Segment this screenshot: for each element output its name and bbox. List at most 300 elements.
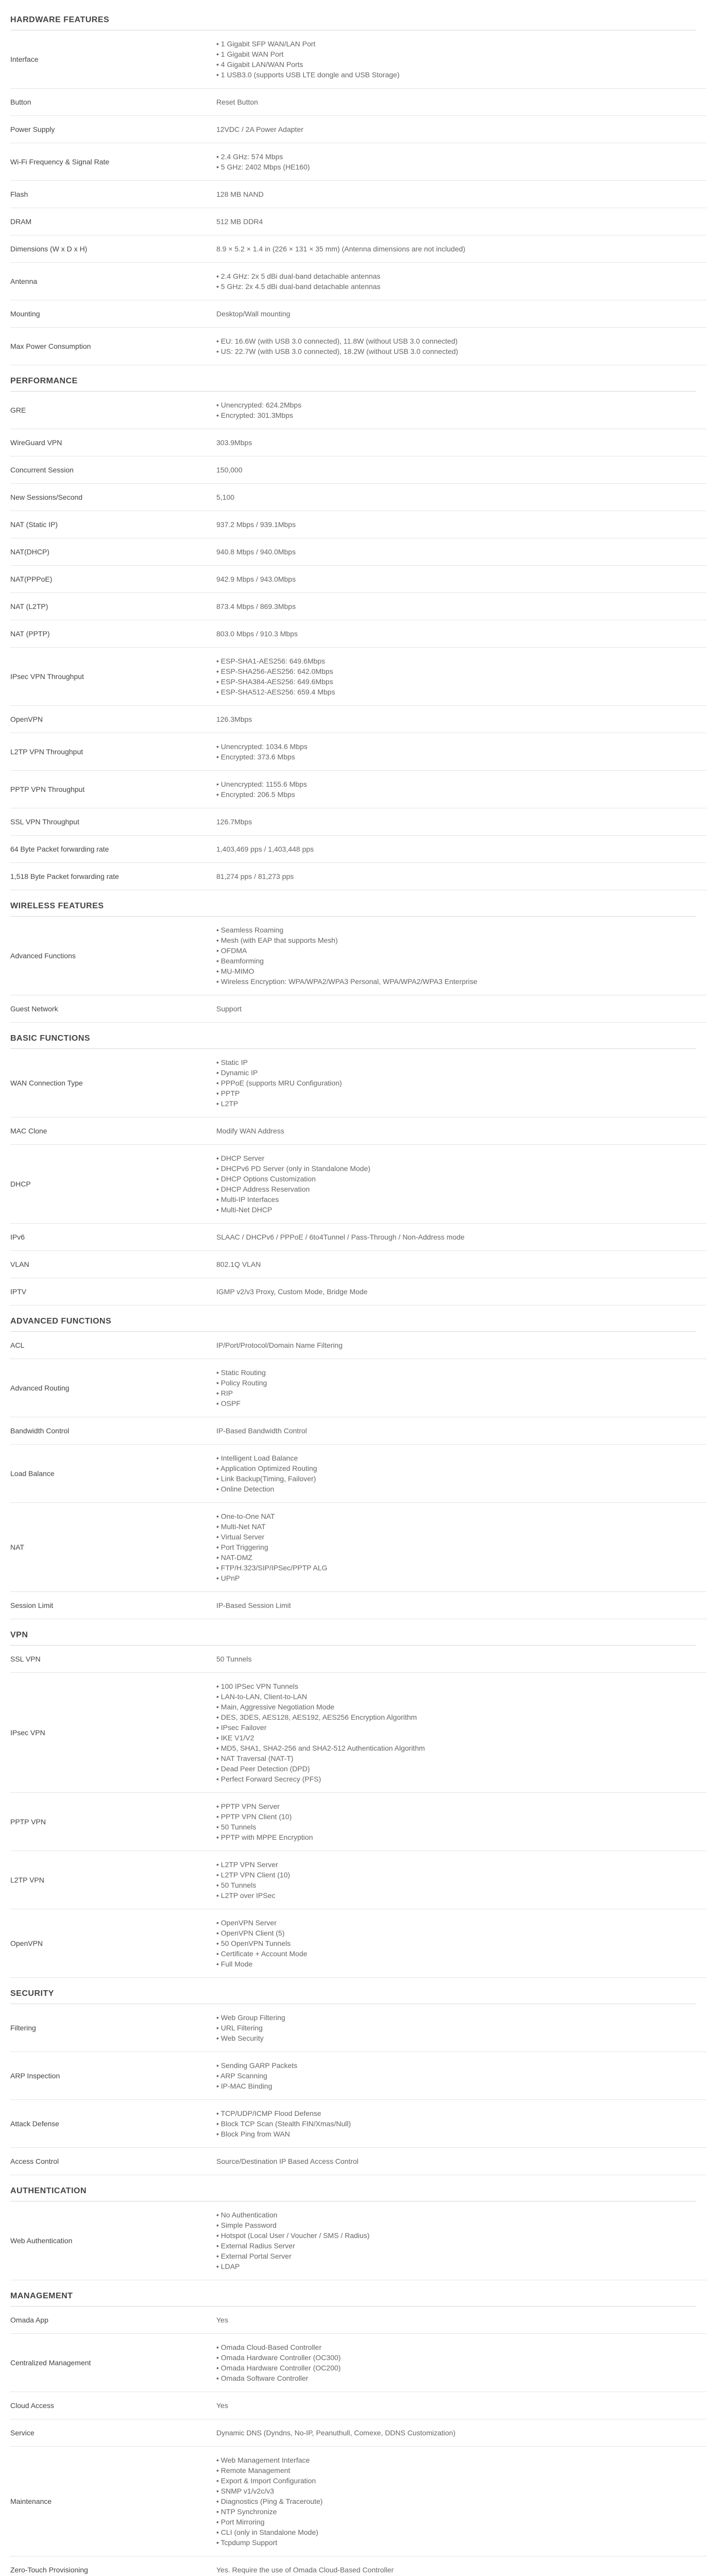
spec-value-line: • PPTP (216, 1089, 240, 1097)
spec-value-line: 126.7Mbps (216, 818, 252, 826)
spec-label: Attack Defense (10, 2100, 216, 2148)
spec-value-line: • Static IP (216, 1058, 248, 1066)
spec-value-line: 303.9Mbps (216, 438, 252, 447)
spec-value (216, 836, 707, 863)
spec-row (10, 328, 707, 365)
spec-label: Mounting (10, 300, 216, 328)
spec-label: Access Control (10, 2148, 216, 2175)
spec-value-line: • Dynamic IP (216, 1069, 258, 1077)
spec-row (10, 1592, 707, 1619)
spec-value-line: • 50 Tunnels (216, 1881, 257, 1889)
spec-value-line: • 50 Tunnels (216, 1823, 257, 1831)
spec-value-line: • ESP-SHA384-AES256: 649.6Mbps (216, 677, 333, 686)
spec-value-line: Modify WAN Address (216, 1127, 284, 1135)
spec-value-line: • LAN-to-LAN, Client-to-LAN (216, 1692, 308, 1701)
spec-label: DHCP (10, 1145, 216, 1224)
spec-value-line: • PPTP VPN Client (10) (216, 1812, 292, 1821)
spec-row (10, 1851, 707, 1909)
spec-value (216, 1224, 707, 1251)
spec-label: L2TP VPN (10, 1851, 216, 1909)
spec-value-line: • ESP-SHA512-AES256: 659.4 Mbps (216, 688, 335, 696)
spec-value (216, 263, 707, 300)
spec-label: NAT(DHCP) (10, 538, 216, 566)
spec-value (216, 1278, 707, 1306)
spec-value-line: • UPnP (216, 1574, 240, 1582)
spec-value-line: • Mesh (with EAP that supports Mesh) (216, 936, 338, 944)
spec-row (10, 863, 707, 890)
spec-value-line: • Tcpdump Support (216, 2538, 278, 2547)
spec-label: IPTV (10, 1278, 216, 1306)
spec-label: IPsec VPN Throughput (10, 648, 216, 706)
spec-value-line: • Intelligent Load Balance (216, 1454, 298, 1462)
spec-value-line: • LDAP (216, 2262, 240, 2270)
spec-value-line: • Block TCP Scan (Stealth FIN/Xmas/Null) (216, 2120, 351, 2128)
spec-row (10, 808, 707, 836)
spec-value (216, 648, 707, 706)
spec-row (10, 1793, 707, 1851)
spec-label: Cloud Access (10, 2392, 216, 2419)
spec-value-line: • Encrypted: 373.6 Mbps (216, 753, 295, 761)
spec-value-line: • DHCP Address Reservation (216, 1185, 310, 1193)
spec-label: SSL VPN Throughput (10, 808, 216, 836)
spec-label: Web Authentication (10, 2201, 216, 2280)
spec-label: NAT (10, 1503, 216, 1592)
spec-value-line: • RIP (216, 1389, 233, 1397)
spec-row (10, 620, 707, 648)
spec-value-line: • Seamless Roaming (216, 926, 284, 934)
spec-row (10, 89, 707, 116)
spec-value (216, 566, 707, 593)
spec-value-line: 512 MB DDR4 (216, 217, 263, 226)
spec-value-line: • Export & Import Configuration (216, 2477, 316, 2485)
spec-label: 64 Byte Packet forwarding rate (10, 836, 216, 863)
spec-value-line: • 2.4 GHz: 574 Mbps (216, 152, 283, 161)
spec-value-line: 937.2 Mbps / 939.1Mbps (216, 520, 296, 529)
spec-value (216, 2201, 707, 2280)
spec-value (216, 593, 707, 620)
spec-value (216, 1503, 707, 1592)
spec-value (216, 706, 707, 733)
spec-value-line: • CLI (only in Standalone Mode) (216, 2528, 318, 2536)
spec-value-line: • MD5, SHA1, SHA2-256 and SHA2-512 Authentication Algorithm (216, 1744, 425, 1752)
spec-row (10, 2447, 707, 2556)
spec-value-line: Yes. Require the use of Omada Cloud-Based Controller (216, 2566, 394, 2574)
spec-value-line: • Perfect Forward Secrecy (PFS) (216, 1775, 321, 1783)
spec-value-line: Dynamic DNS (Dyndns, No-IP, Peanuthull, Comexe, DDNS Customization) (216, 2429, 456, 2437)
spec-value-line: IP-Based Bandwidth Control (216, 1427, 307, 1435)
spec-label: Flash (10, 181, 216, 208)
spec-value-line: • Policy Routing (216, 1379, 267, 1387)
spec-value-line: • SNMP v1/v2c/v3 (216, 2487, 275, 2495)
spec-label: 1,518 Byte Packet forwarding rate (10, 863, 216, 890)
spec-value (216, 620, 707, 648)
spec-row (10, 208, 707, 235)
spec-table (10, 392, 707, 890)
spec-value-line: • NTP Synchronize (216, 2507, 277, 2516)
spec-value-line: • Remote Management (216, 2466, 291, 2475)
spec-value (216, 2148, 707, 2175)
spec-label: Dimensions (W x D x H) (10, 235, 216, 263)
spec-value-line: • IKE V1/V2 (216, 1734, 254, 1742)
spec-label: OpenVPN (10, 706, 216, 733)
spec-row (10, 2004, 707, 2052)
spec-value (216, 392, 707, 429)
spec-value-line: • ESP-SHA1-AES256: 649.6Mbps (216, 657, 326, 665)
spec-label: OpenVPN (10, 1909, 216, 1978)
spec-value (216, 235, 707, 263)
spec-value-line: Yes (216, 2316, 228, 2324)
spec-value-line: Reset Button (216, 98, 258, 106)
spec-value-line: • 1 USB3.0 (supports USB LTE dongle and USB Storage) (216, 71, 400, 79)
section-title: MANAGEMENT (10, 2280, 696, 2307)
spec-table (10, 917, 707, 1023)
spec-value-line: 150,000 (216, 466, 243, 474)
spec-label: Button (10, 89, 216, 116)
spec-value-line: • Link Backup(Timing, Failover) (216, 1475, 316, 1483)
spec-value (216, 1909, 707, 1978)
spec-row (10, 1049, 707, 1117)
spec-value-line: 940.8 Mbps / 940.0Mbps (216, 548, 296, 556)
spec-value (216, 429, 707, 456)
spec-value-line: • DHCPv6 PD Server (only in Standalone Mode) (216, 1164, 371, 1173)
spec-label: PPTP VPN Throughput (10, 771, 216, 808)
spec-value-line: • Omada Software Controller (216, 2374, 309, 2382)
spec-row (10, 484, 707, 511)
spec-label: NAT (Static IP) (10, 511, 216, 538)
spec-label: Filtering (10, 2004, 216, 2052)
spec-table (10, 1646, 707, 1978)
spec-row (10, 538, 707, 566)
spec-label: Max Power Consumption (10, 328, 216, 365)
spec-value-line: 1,403,469 pps / 1,403,448 pps (216, 845, 314, 853)
spec-row (10, 2052, 707, 2100)
spec-label: PPTP VPN (10, 1793, 216, 1851)
spec-value-line: 126.3Mbps (216, 715, 252, 723)
spec-row (10, 30, 707, 89)
section-title: HARDWARE FEATURES (10, 4, 696, 30)
spec-row (10, 1251, 707, 1278)
spec-row (10, 2556, 707, 2576)
spec-value-line: • Static Routing (216, 1368, 266, 1377)
spec-label: Omada App (10, 2307, 216, 2334)
spec-value (216, 1592, 707, 1619)
spec-label: Maintenance (10, 2447, 216, 2556)
spec-value-line: • One-to-One NAT (216, 1512, 275, 1520)
spec-value-line: • Web Group Filtering (216, 2013, 285, 2022)
spec-value (216, 1851, 707, 1909)
spec-label: IPsec VPN (10, 1673, 216, 1793)
spec-row (10, 2100, 707, 2148)
spec-value-line: • 4 Gigabit LAN/WAN Ports (216, 60, 303, 69)
spec-label: NAT (PPTP) (10, 620, 216, 648)
spec-value-line: • DES, 3DES, AES128, AES192, AES256 Encryption Algorithm (216, 1713, 417, 1721)
spec-row (10, 235, 707, 263)
spec-value (216, 143, 707, 181)
spec-row (10, 836, 707, 863)
spec-value-line: • Wireless Encryption: WPA/WPA2/WPA3 Personal, WPA/WPA2/WPA3 Enterprise (216, 977, 477, 986)
spec-value-line: • Full Mode (216, 1960, 253, 1968)
spec-row (10, 593, 707, 620)
spec-value-line: • L2TP VPN Client (10) (216, 1871, 291, 1879)
spec-value (216, 2100, 707, 2148)
spec-value (216, 863, 707, 890)
spec-row (10, 1145, 707, 1224)
spec-value-line: 81,274 pps / 81,273 pps (216, 872, 294, 880)
spec-table (10, 1049, 707, 1306)
spec-value-line: • IP-MAC Binding (216, 2082, 272, 2090)
spec-value-line: • IPsec Failover (216, 1723, 267, 1732)
spec-value-line: • Sending GARP Packets (216, 2061, 298, 2070)
spec-value-line: Yes (216, 2401, 228, 2410)
spec-table (10, 1332, 707, 1619)
spec-value-line: 128 MB NAND (216, 190, 264, 198)
spec-value (216, 1673, 707, 1793)
spec-label: Zero-Touch Provisioning (10, 2556, 216, 2576)
spec-value (216, 89, 707, 116)
spec-value (216, 917, 707, 995)
spec-value (216, 2419, 707, 2447)
spec-value-line: 802.1Q VLAN (216, 1260, 261, 1268)
spec-value (216, 1117, 707, 1145)
spec-value-line: • FTP/H.323/SIP/IPSec/PPTP ALG (216, 1564, 328, 1572)
spec-value (216, 300, 707, 328)
spec-value-line: • External Radius Server (216, 2242, 295, 2250)
spec-label: Load Balance (10, 1445, 216, 1503)
spec-value (216, 484, 707, 511)
spec-row (10, 1673, 707, 1793)
spec-value (216, 1646, 707, 1673)
spec-row (10, 706, 707, 733)
spec-value-line: 5,100 (216, 493, 235, 501)
spec-value-line: Desktop/Wall mounting (216, 310, 291, 318)
spec-value-line: • Omada Hardware Controller (OC300) (216, 2353, 341, 2362)
spec-value-line: • External Portal Server (216, 2252, 292, 2260)
spec-value-line: • No Authentication (216, 2211, 278, 2219)
spec-row (10, 2392, 707, 2419)
spec-row (10, 2201, 707, 2280)
spec-value-line: • 5 GHz: 2402 Mbps (HE160) (216, 163, 310, 171)
spec-value-line: • Omada Cloud-Based Controller (216, 2343, 322, 2351)
spec-value-line: • Multi-Net NAT (216, 1522, 266, 1531)
spec-value-line: • Multi-IP Interfaces (216, 1195, 279, 1204)
spec-value-line: • Port Mirroring (216, 2518, 265, 2526)
spec-label: WAN Connection Type (10, 1049, 216, 1117)
section-title: VPN (10, 1619, 696, 1646)
spec-value-line: • Unencrypted: 1155.6 Mbps (216, 780, 307, 788)
spec-value-line: • URL Filtering (216, 2024, 263, 2032)
spec-value-line: • OpenVPN Client (5) (216, 1929, 285, 1937)
spec-value-line: • PPTP VPN Server (216, 1802, 280, 1810)
spec-table (10, 30, 707, 365)
section-title: ADVANCED FUNCTIONS (10, 1306, 696, 1332)
spec-label: Centralized Management (10, 2334, 216, 2392)
spec-label: Bandwidth Control (10, 1417, 216, 1445)
spec-value-line: • Dead Peer Detection (DPD) (216, 1765, 310, 1773)
spec-value-line: • Virtual Server (216, 1533, 265, 1541)
spec-value-line: • Web Security (216, 2034, 264, 2042)
spec-value-line: • 2.4 GHz: 2x 5 dBi dual-band detachable antennas (216, 272, 381, 280)
spec-table (10, 2004, 707, 2175)
spec-label: Session Limit (10, 1592, 216, 1619)
spec-value-line: • OpenVPN Server (216, 1919, 277, 1927)
spec-value (216, 1793, 707, 1851)
spec-row (10, 263, 707, 300)
spec-value-line: • Encrypted: 301.3Mbps (216, 411, 293, 419)
spec-value (216, 1251, 707, 1278)
spec-value-line: • Unencrypted: 624.2Mbps (216, 401, 302, 409)
section-title: AUTHENTICATION (10, 2175, 696, 2201)
spec-value-line: • EU: 16.6W (with USB 3.0 connected), 11.8W (without USB 3.0 connected) (216, 337, 458, 345)
spec-table (10, 2307, 707, 2576)
spec-value-line: • Application Optimized Routing (216, 1464, 317, 1472)
spec-row (10, 181, 707, 208)
spec-value (216, 2392, 707, 2419)
spec-value-line: • Encrypted: 206.5 Mbps (216, 790, 295, 799)
spec-row (10, 1117, 707, 1145)
spec-label: Wi-Fi Frequency & Signal Rate (10, 143, 216, 181)
spec-value (216, 30, 707, 89)
spec-value-line: • ARP Scanning (216, 2072, 267, 2080)
spec-row (10, 392, 707, 429)
spec-value (216, 771, 707, 808)
spec-value-line: IGMP v2/v3 Proxy, Custom Mode, Bridge Mode (216, 1287, 368, 1296)
spec-value-line: • NAT Traversal (NAT-T) (216, 1754, 294, 1762)
spec-label: SSL VPN (10, 1646, 216, 1673)
spec-value-line: 803.0 Mbps / 910.3 Mbps (216, 630, 298, 638)
spec-value (216, 1417, 707, 1445)
spec-row (10, 1909, 707, 1978)
spec-row (10, 917, 707, 995)
spec-label: DRAM (10, 208, 216, 235)
spec-value (216, 181, 707, 208)
spec-row (10, 456, 707, 484)
spec-value-line: • OSPF (216, 1399, 241, 1408)
spec-row (10, 2148, 707, 2175)
spec-label: MAC Clone (10, 1117, 216, 1145)
spec-label: NAT(PPPoE) (10, 566, 216, 593)
spec-value (216, 2307, 707, 2334)
spec-label: IPv6 (10, 1224, 216, 1251)
spec-value-line: • Simple Password (216, 2221, 277, 2229)
section-title: PERFORMANCE (10, 365, 696, 392)
spec-label: WireGuard VPN (10, 429, 216, 456)
spec-label: Antenna (10, 263, 216, 300)
spec-value (216, 808, 707, 836)
spec-value-line: • Block Ping from WAN (216, 2130, 290, 2138)
spec-row (10, 1503, 707, 1592)
spec-label: New Sessions/Second (10, 484, 216, 511)
spec-value-line: • Certificate + Account Mode (216, 1950, 308, 1958)
spec-value-line: • ESP-SHA256-AES256: 642.0Mbps (216, 667, 333, 675)
spec-value-line: • PPPoE (supports MRU Configuration) (216, 1079, 342, 1087)
spec-value-line: • 5 GHz: 2x 4.5 dBi dual-band detachable antennas (216, 282, 381, 291)
spec-value (216, 208, 707, 235)
spec-row (10, 566, 707, 593)
spec-row (10, 1359, 707, 1417)
spec-row (10, 1278, 707, 1306)
spec-value-line: • Omada Hardware Controller (OC200) (216, 2364, 341, 2372)
spec-value-line: • L2TP VPN Server (216, 1860, 278, 1869)
spec-row (10, 1646, 707, 1673)
spec-table (10, 2201, 707, 2280)
spec-row (10, 116, 707, 143)
spec-label: L2TP VPN Throughput (10, 733, 216, 771)
section-title: WIRELESS FEATURES (10, 890, 696, 917)
spec-row (10, 143, 707, 181)
spec-row (10, 429, 707, 456)
spec-label: Interface (10, 30, 216, 89)
spec-value-line: • TCP/UDP/ICMP Flood Defense (216, 2109, 321, 2117)
spec-value (216, 2556, 707, 2576)
spec-value-line: 8.9 × 5.2 × 1.4 in (226 × 131 × 35 mm) (Antenna dimensions are not included) (216, 245, 466, 253)
spec-label: Power Supply (10, 116, 216, 143)
spec-value-line: • Diagnostics (Ping & Traceroute) (216, 2497, 323, 2505)
spec-label: Concurrent Session (10, 456, 216, 484)
spec-label: Guest Network (10, 995, 216, 1023)
spec-row (10, 2334, 707, 2392)
section-title: BASIC FUNCTIONS (10, 1023, 696, 1049)
spec-value-line: IP/Port/Protocol/Domain Name Filtering (216, 1341, 343, 1349)
spec-value-line: • 100 IPSec VPN Tunnels (216, 1682, 298, 1690)
spec-value (216, 328, 707, 365)
spec-row (10, 2307, 707, 2334)
spec-value-line: • 1 Gigabit WAN Port (216, 50, 284, 58)
spec-value (216, 1445, 707, 1503)
spec-value-line: • Hotspot (Local User / Voucher / SMS / Radius) (216, 2231, 370, 2240)
spec-value-line: • Web Management Interface (216, 2456, 310, 2464)
spec-row (10, 1332, 707, 1359)
spec-value-line: • L2TP (216, 1099, 238, 1108)
spec-label: NAT (L2TP) (10, 593, 216, 620)
spec-value (216, 995, 707, 1023)
spec-value (216, 1049, 707, 1117)
spec-row (10, 1445, 707, 1503)
spec-row (10, 300, 707, 328)
spec-row (10, 1417, 707, 1445)
spec-value-line: • Beamforming (216, 957, 264, 965)
spec-value-line: • OFDMA (216, 946, 247, 955)
spec-value (216, 538, 707, 566)
spec-value-line: • Online Detection (216, 1485, 275, 1493)
spec-value (216, 116, 707, 143)
spec-row (10, 995, 707, 1023)
spec-value-line: IP-Based Session Limit (216, 1601, 291, 1609)
spec-value-line: 50 Tunnels (216, 1655, 252, 1663)
spec-value-line: • 50 OpenVPN Tunnels (216, 1939, 291, 1947)
spec-value-line: • DHCP Server (216, 1154, 265, 1162)
spec-value-line: • DHCP Options Customization (216, 1175, 316, 1183)
spec-value-line: • MU-MIMO (216, 967, 254, 975)
spec-value (216, 1359, 707, 1417)
spec-value (216, 2447, 707, 2556)
spec-value-line: • PPTP with MPPE Encryption (216, 1833, 313, 1841)
spec-value (216, 511, 707, 538)
spec-row (10, 771, 707, 808)
spec-value-line: • 1 Gigabit SFP WAN/LAN Port (216, 40, 316, 48)
spec-row (10, 1224, 707, 1251)
spec-value-line: • Unencrypted: 1034.6 Mbps (216, 742, 308, 751)
spec-value-line: • Main, Aggressive Negotiation Mode (216, 1703, 335, 1711)
spec-label: Advanced Routing (10, 1359, 216, 1417)
spec-label: ACL (10, 1332, 216, 1359)
spec-value-line: Source/Destination IP Based Access Control (216, 2157, 359, 2165)
spec-value-line: • NAT-DMZ (216, 1553, 252, 1562)
spec-value-line: • Port Triggering (216, 1543, 268, 1551)
spec-value (216, 2052, 707, 2100)
spec-label: Service (10, 2419, 216, 2447)
spec-value-line: • Multi-Net DHCP (216, 1206, 272, 1214)
spec-value (216, 2334, 707, 2392)
